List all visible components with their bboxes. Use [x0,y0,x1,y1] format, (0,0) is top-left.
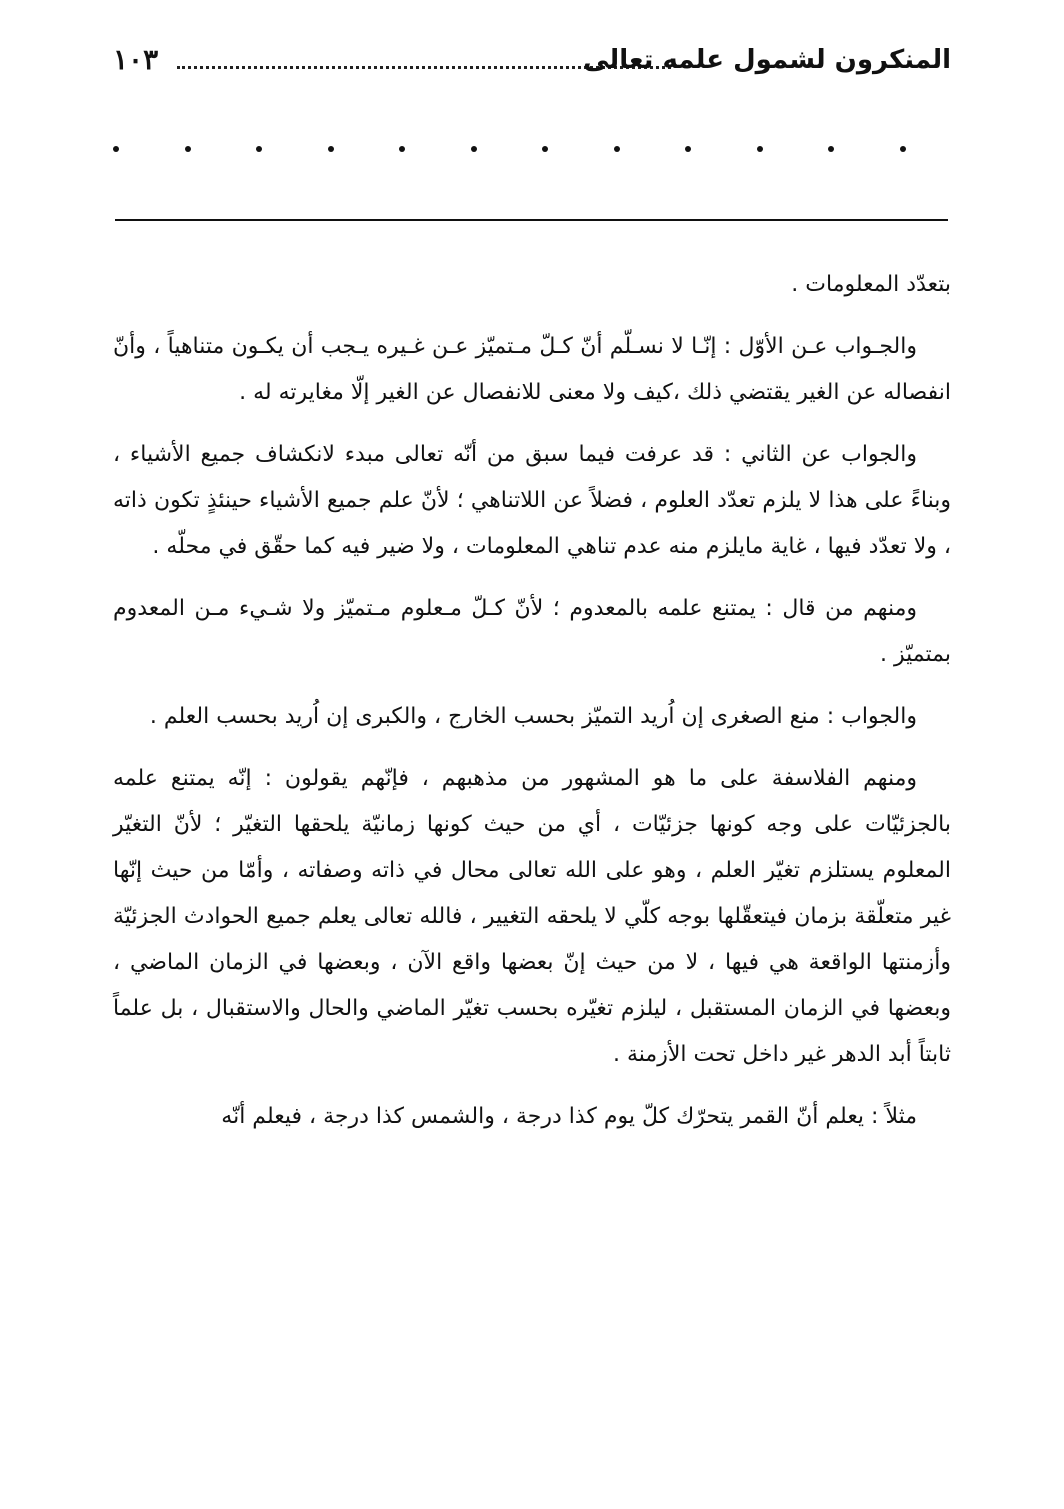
horizontal-rule [115,219,948,221]
separator-dot [185,146,191,152]
separator-dots [113,138,951,158]
separator-dot [256,146,262,152]
paragraph-4: ومنهم من قال : يمتنع علمه بالمعدوم ؛ لأنّ كـلّ مـعلوم مـتميّز ولا شـيء مـن المعدوم بمتميّز . [113,596,951,667]
separator-dot [542,146,548,152]
paragraph-1: بتعدّد المعلومات . [791,272,951,297]
separator-dot [399,146,405,152]
paragraph-3: والجواب عن الثاني : قد عرفت فيما سبق من أنّه تعالى مبدء لانكشاف جميع الأشياء ، وبناءً على هذا لا يلزم تعدّد العلوم ، فضلاً عن اللاتناهي ؛ لأنّ علم جميع الأشياء حينئذٍ تكون ذاته ، ولا تعدّد فيها ، غاية مايلزم منه عدم تناهي المعلومات ، ولا ضير فيه كما حقّق في محلّه . [113,442,951,559]
separator-dot [828,146,834,152]
body-text [113,262,951,1140]
separator-dot [757,146,763,152]
paragraph-2: والجـواب عـن الأوّل : إنّـا لا نسـلّم أنّ كـلّ مـتميّز عـن غـيره يـجب أن يكـون متناهياً ، وأنّ انفصاله عن الغير يقتضي ذلك ،كيف ولا معنى للانفصال عن الغير إلّا مغايرته له . [113,334,951,405]
paragraph-5: والجواب : منع الصغرى إن اُريد التميّز بحسب الخارج ، والكبرى إن اُريد بحسب العلم . [149,704,917,729]
separator-dot [685,146,691,152]
separator-dot [471,146,477,152]
separator-dot [614,146,620,152]
separator-dot [900,146,906,152]
separator-dot [328,146,334,152]
paragraph-6: ومنهم الفلاسفة على ما هو المشهور من مذهبهم ، فإنّهم يقولون : إنّه يمتنع علمه بالجزئيّات على وجه كونها جزئيّات ، أي من حيث كونها زمانيّة يلحقها التغيّر ؛ لأنّ التغيّر المعلوم يستلزم تغيّر العلم ، وهو على الله تعالى محال في ذاته وصفاته ، وأمّا من حيث إنّها غير متعلّقة بزمان فيتعقّلها بوجه كلّي لا يلحقه التغيير ، فالله تعالى يعلم جميع الحوادث الجزئيّة وأزمنتها الواقعة هي فيها ، لا من حيث إنّ بعضها واقع الآن ، وبعضها في الزمان الماضي ، وبعضها في الزمان المستقبل ، ليلزم تغيّره بحسب تغيّر الماضي والحال والاستقبال ، بل علماً ثابتاً أبد الدهر غير داخل تحت الأزمنة . [113,766,951,1067]
page-header [113,42,951,82]
separator-dot [113,146,119,152]
paragraph-7: مثلاً : يعلم أنّ القمر يتحرّك كلّ يوم كذا درجة ، والشمس كذا درجة ، فيعلم أنّه [221,1104,917,1129]
page-number: ١٠٣ [113,43,159,76]
running-title: المنكرون لشمول علمه تعالى [583,45,951,75]
